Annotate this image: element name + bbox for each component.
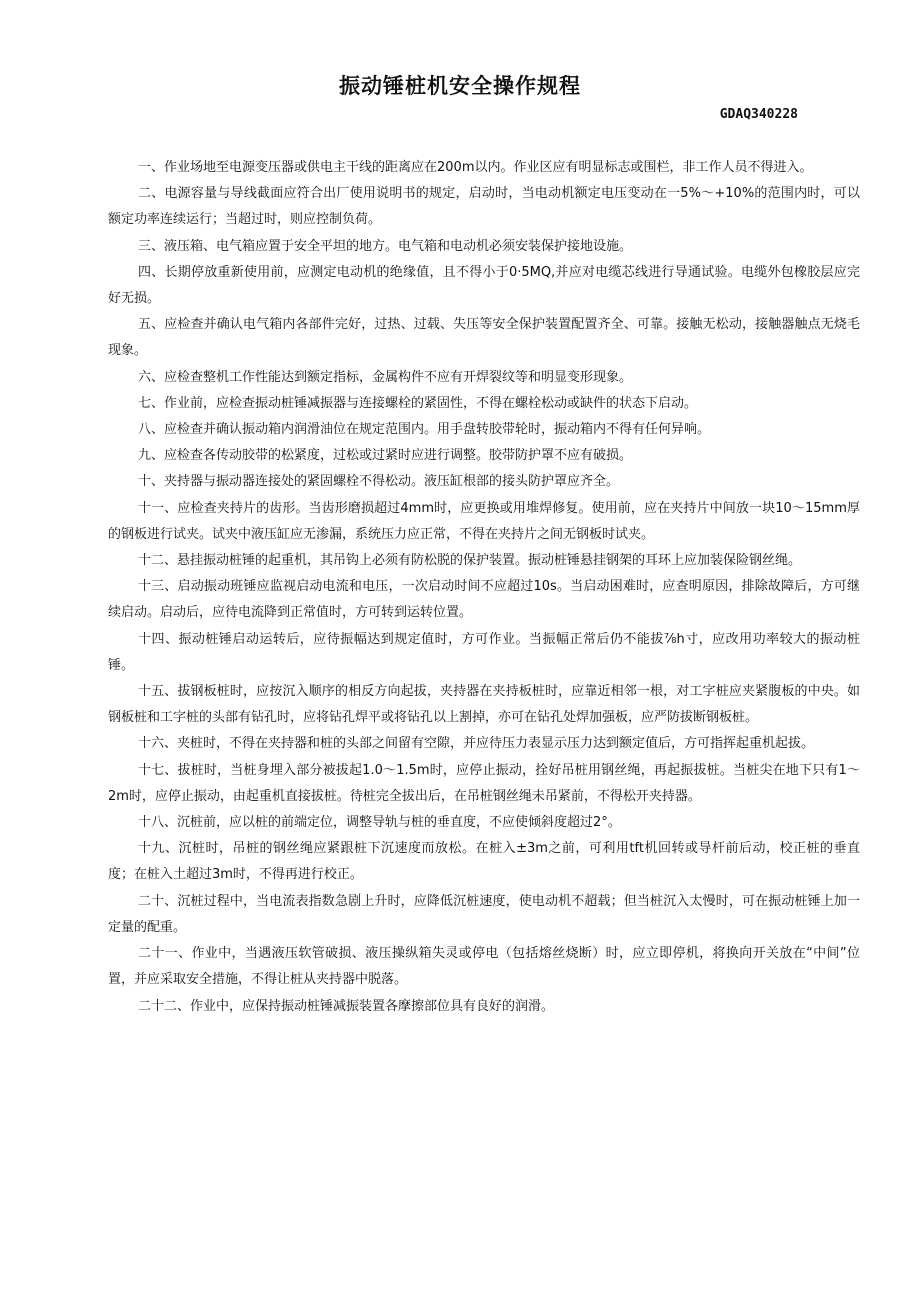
paragraph-13: 十三、启动振动班锤应监视启动电流和电压，一次启动时间不应超过10s。当启动困难时，应查明原因，排除故障后，方可继续启动。启动后，应待电流降到正常值时，方可转到运转位置。 [108,579,860,621]
paragraph-9: 九、应检查各传动胶带的松紧度，过松或过紧时应进行调整。胶带防护罩不应有破损。 [138,448,633,464]
paragraph-5: 五、应检查并确认电气箱内各部件完好，过热、过载、失压等安全保护装置配置齐全、可靠。接触无松动，接触器触点无烧毛现象。 [108,317,860,359]
paragraph-7: 七、作业前，应检查振动桩锤减振器与连接螺栓的紧固性，不得在螺栓松动或缺件的状态下启动。 [138,395,698,411]
paragraph-18: 十八、沉桩前，应以桩的前端定位，调整导轨与桩的垂直度，不应使倾斜度超过2°。 [138,815,621,831]
paragraph-12: 十二、悬挂振动桩锤的起重机，其吊钩上必须有防松脱的保护装置。振动桩锤悬挂钢架的耳环上应加装保险钢丝绳。 [138,553,802,569]
paragraph-14: 十四、振动桩锤启动运转后，应待振幅达到规定值时，方可作业。当振幅正常后仍不能拔⅞h寸，应改用功率较大的振动桩锤。 [108,631,860,673]
document-code: GDAQ340228 [719,107,798,122]
paragraph-2: 二、电源容量与导线截面应符合出厂使用说明书的规定，启动时，当电动机额定电压变动在一5%～+10%的范围内时，可以额定功率连续运行；当超过时，则应控制负荷。 [108,186,860,228]
paragraph-16: 十六、夹桩时，不得在夹持器和桩的头部之间留有空隙，并应待压力表显示压力达到额定值后，方可指挥起重机起拔。 [138,736,815,752]
paragraph-4: 四、长期停放重新使用前，应测定电动机的绝缘值，且不得小于0·5MQ,并应对电缆芯线进行导通试验。电缆外包橡胶层应完好无损。 [108,264,860,307]
document-title: 振动锤桩机安全操作规程 [339,74,581,98]
paragraph-20: 二十、沉桩过程中，当电流表指数急剧上升时，应降低沉桩速度，使电动机不超载；但当桩沉入太慢时，可在振动桩锤上加一定量的配重。 [108,893,860,935]
paragraph-15: 十五、拔钢板桩时，应按沉入顺序的相反方向起拔，夹持器在夹持板桩时，应靠近相邻一根，对工字桩应夹紧腹板的中央。如钢板桩和工字桩的头部有钻孔时，应将钻孔焊平或将钻孔以上割掉，亦可在钻孔处焊加强板，应严防拔断钢板桩。 [108,684,860,726]
document-body [108,155,860,1020]
paragraph-22: 二十二、作业中，应保持振动桩锤减振装置各摩擦部位具有良好的润滑。 [138,998,555,1014]
paragraph-3: 三、液压箱、电气箱应置于安全平坦的地方。电气箱和电动机必须安装保护接地设施。 [138,238,633,254]
paragraph-1: 一、作业场地至电源变压器或供电主干线的距离应在200m以内。作业区应有明显标志或围栏，非工作人员不得进入。 [138,160,813,175]
paragraph-8: 八、应检查并确认振动箱内润滑油位在规定范围内。用手盘转胶带轮时，振动箱内不得有任何异响。 [138,422,711,438]
paragraph-6: 六、应检查整机工作性能达到额定指标，金属构件不应有开焊裂纹等和明显变形现象。 [138,369,633,385]
paragraph-11: 十一、应检查夹持片的齿形。当齿形磨损超过4mm时，应更换或用堆焊修复。使用前，应在夹持片中间放一块10～15mm厚的钢板进行试夹。试夹中液压缸应无渗漏，系统压力应正常，不得在夹持片之间无钢板时试夹。 [108,500,860,542]
paragraph-17: 十七、拔桩时，当桩身埋入部分被拔起1.0～1.5m时，应停止振动，拴好吊桩用钢丝绳，再起振拔桩。当桩尖在地下只有1～2m时，应停止振动，由起重机直接拔桩。待桩完全拔出后，在吊桩钢丝绳未吊紧前，不得松开夹持器。 [108,762,860,804]
paragraph-19: 十九、沉桩时，吊桩的钢丝绳应紧跟桩下沉速度而放松。在桩入±3m之前，可利用tft机回转或导杆前后动，校正桩的垂直度；在桩入土超过3m时，不得再进行校正。 [108,841,860,883]
paragraph-21: 二十一、作业中，当遇液压软管破损、液压操纵箱失灵或停电（包括熔丝烧断）时，应立即停机，将换向开关放在“中间”位置，并应采取安全措施，不得让桩从夹持器中脱落。 [108,946,860,988]
paragraph-10: 十、夹持器与振动器连接处的紧固螺栓不得松动。液压缸根部的接头防护罩应齐全。 [138,474,620,490]
